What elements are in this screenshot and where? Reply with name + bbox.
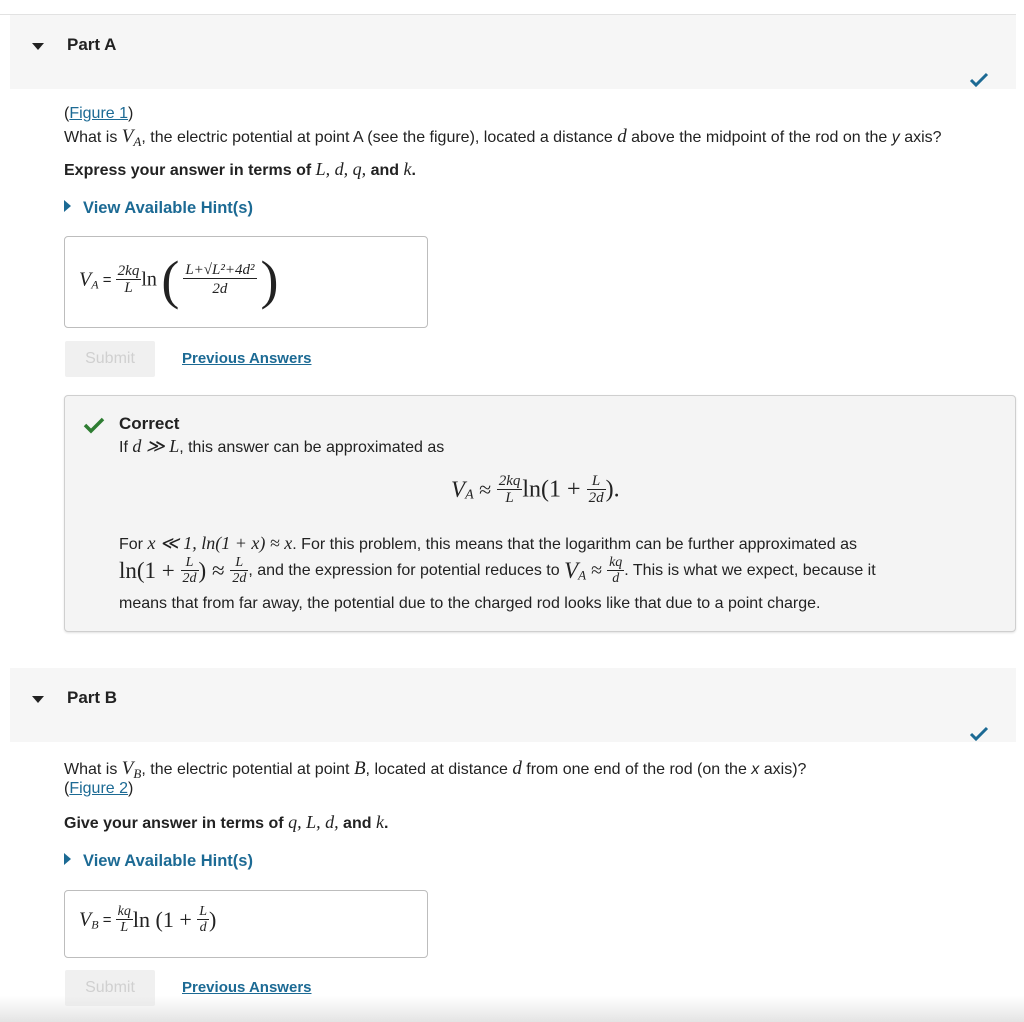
part-b-header[interactable] bbox=[10, 668, 1016, 742]
feedback-paragraph-3: ln(1 + $\frac{L}{2d}$ ) ≈ $\frac{L}{2d}$ , and the expression for potential reduces to $V_A$ ≈ $\frac{kq}{d}$ . This is what we expect, because it bbox=[119, 555, 876, 586]
part-b-question: What is $V_B$, the electric potential at point B, located at distance d from one end of the rod (on the x axis)? bbox=[64, 758, 807, 782]
part-a-question: What is $V_A$, the electric potential at point A (see the figure), located a distance d above the midpoint of the rod on the y axis? bbox=[64, 126, 942, 150]
part-a-hint-toggle[interactable]: View Available Hint(s) bbox=[64, 199, 253, 218]
feedback-title: Correct bbox=[119, 414, 180, 433]
part-b-complete-check-icon bbox=[969, 726, 989, 742]
part-a-figure-ref: (Figure 1) bbox=[64, 105, 134, 122]
feedback-paragraph-2: For x ≪ 1, ln(1 + x) ≈ x. For this problem, this means that the logarithm can be further approximated as bbox=[119, 533, 857, 553]
part-b-answer-expression: $V_B$ = $\frac{kq}{L}$ ln (1 + $\frac{L}{d}$ ) bbox=[79, 904, 217, 935]
part-b-submit-button[interactable]: Submit bbox=[65, 970, 155, 1006]
figure-1-link[interactable]: Figure 1 bbox=[69, 105, 129, 122]
part-a-header[interactable] bbox=[10, 15, 1016, 89]
part-a-title: Part A bbox=[67, 35, 117, 54]
part-a-complete-check-icon bbox=[969, 72, 989, 88]
part-b-hint-toggle[interactable]: View Available Hint(s) bbox=[64, 852, 253, 871]
collapse-caret-icon[interactable] bbox=[32, 696, 44, 703]
expand-triangle-icon bbox=[64, 853, 71, 865]
part-b-figure-ref: (Figure 2) bbox=[64, 780, 134, 797]
expand-triangle-icon bbox=[64, 200, 71, 212]
part-b-answer-box[interactable] bbox=[64, 890, 428, 958]
feedback-paragraph-4: means that from far away, the potential due to the charged rod looks like that due to a point charge. bbox=[119, 595, 821, 612]
feedback-line-1: If d ≫ L, this answer can be approximated as bbox=[119, 436, 445, 456]
part-b-title: Part B bbox=[67, 688, 118, 707]
part-b-previous-answers-link[interactable]: Previous Answers bbox=[182, 979, 312, 996]
part-b-instruction: Give your answer in terms of q, L, d, and k. bbox=[64, 812, 389, 832]
figure-2-link[interactable]: Figure 2 bbox=[69, 780, 129, 797]
part-a-answer-expression: $V_A$ = $\frac{2kq}{L}$ ln ( $\frac{\text{L+√L²+4d²}}{2d}$ ) bbox=[79, 250, 279, 310]
part-a-answer-box[interactable] bbox=[64, 236, 428, 328]
feedback-approx-equation: $V_A$ ≈ $\frac{2kq}{L}$ ln(1 + $\frac{L}{2d}$ ). bbox=[451, 473, 620, 506]
collapse-caret-icon[interactable] bbox=[32, 43, 44, 50]
correct-feedback-panel bbox=[64, 395, 1016, 632]
part-a-submit-button[interactable]: Submit bbox=[65, 341, 155, 377]
part-a-previous-answers-link[interactable]: Previous Answers bbox=[182, 350, 312, 367]
bottom-scroll-shadow bbox=[0, 996, 1024, 1022]
part-a-instruction: Express your answer in terms of L, d, q, and k. bbox=[64, 159, 416, 179]
correct-check-icon bbox=[83, 416, 105, 434]
